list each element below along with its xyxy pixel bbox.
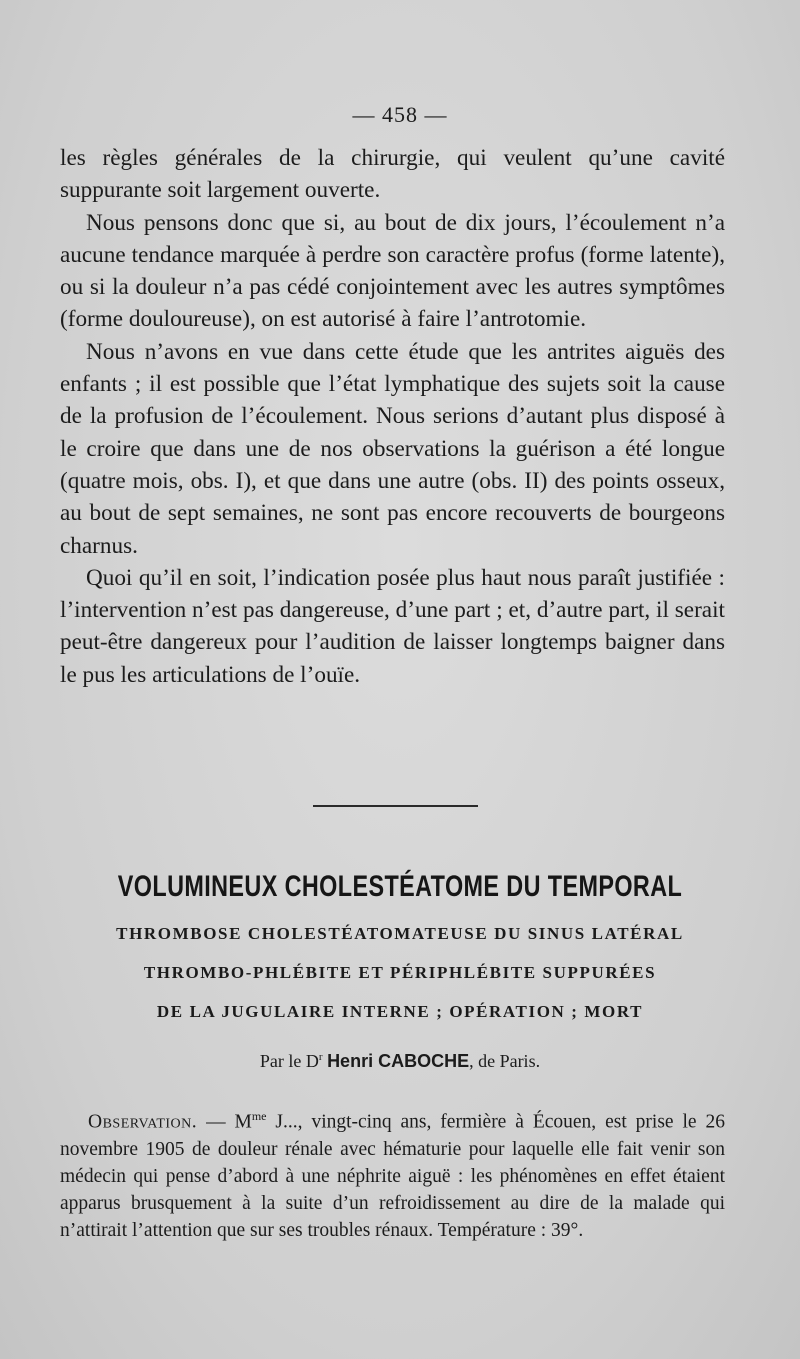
page-number: — 458 — xyxy=(352,102,448,127)
paragraph-3: Nous n’avons en vue dans cette étude que les antrites aiguës des enfants ; il est possible que l’état lymphatique des sujets soit la cause de la profusion de l’écoulement. Nous serions d’autant plus disposé à le croire que dans une de nos observations la guérison a été longue (quatre mois, obs. I), et que dans une autre (obs. II) des points osseux, au bout de sept semaines, ne sont pas encore recouverts de bourgeons charnus. xyxy=(60,338,725,559)
observation-sup: me xyxy=(251,1109,267,1123)
paragraph-1: les règles générales de la chirurgie, qui veulent qu’une cavité suppurante soit largement ouverte. xyxy=(60,145,725,204)
body-text xyxy=(60,142,725,691)
paragraph-4: Quoi qu’il en soit, l’indication posée plus haut nous paraît justifiée : l’intervention n’est pas dangereuse, d’une part ; et, d’autre part, il serait peut-être dangereux pour l’audition de laisser longtemps baigner dans le pus les articulations de l’ouïe. xyxy=(60,564,725,688)
paragraph-2: Nous pensons donc que si, au bout de dix jours, l’écoulement n’a aucune tendance marquée à perdre son caractère profus (forme latente), ou si la douleur n’a pas cédé conjointement avec les autres symptômes (forme douloureuse), on est autorisé à faire l’antrotomie. xyxy=(60,209,725,333)
article-subtitle-1: THROMBOSE CHOLESTÉATOMATEUSE DU SINUS LATÉRAL xyxy=(116,924,684,943)
byline xyxy=(0,1051,800,1072)
byline-suffix: , de Paris. xyxy=(469,1051,541,1071)
article-title: VOLUMINEUX CHOLESTÉATOME DU TEMPORAL xyxy=(117,870,683,903)
observation-dash: — M xyxy=(197,1111,252,1133)
author-name: Henri CABOCHE xyxy=(327,1051,470,1071)
article-subtitle-3: DE LA JUGULAIRE INTERNE ; OPÉRATION ; MORT xyxy=(156,1002,644,1021)
byline-prefix: Par le D xyxy=(259,1051,319,1071)
observation-paragraph xyxy=(60,1103,725,1244)
byline-sup: r xyxy=(318,1051,323,1063)
section-divider xyxy=(313,805,478,807)
article-subtitle-2: THROMBO-PHLÉBITE ET PÉRIPHLÉBITE SUPPURÉES xyxy=(143,963,657,982)
observation-text: J..., vingt-cinq ans, fermière à Écouen, est prise le 26 novembre 1905 de douleur rénale avec hématurie pour laquelle elle fait venir son médecin qui pense d’abord à une néphrite aiguë : les phénomènes en effet étaient apparus brusquement à la suite d’un refroidissement au dire de la malade qui n’attirait l’attention que sur ses troubles rénaux. Température : 39°. xyxy=(60,1111,726,1241)
observation-label: Observation. xyxy=(88,1111,198,1133)
